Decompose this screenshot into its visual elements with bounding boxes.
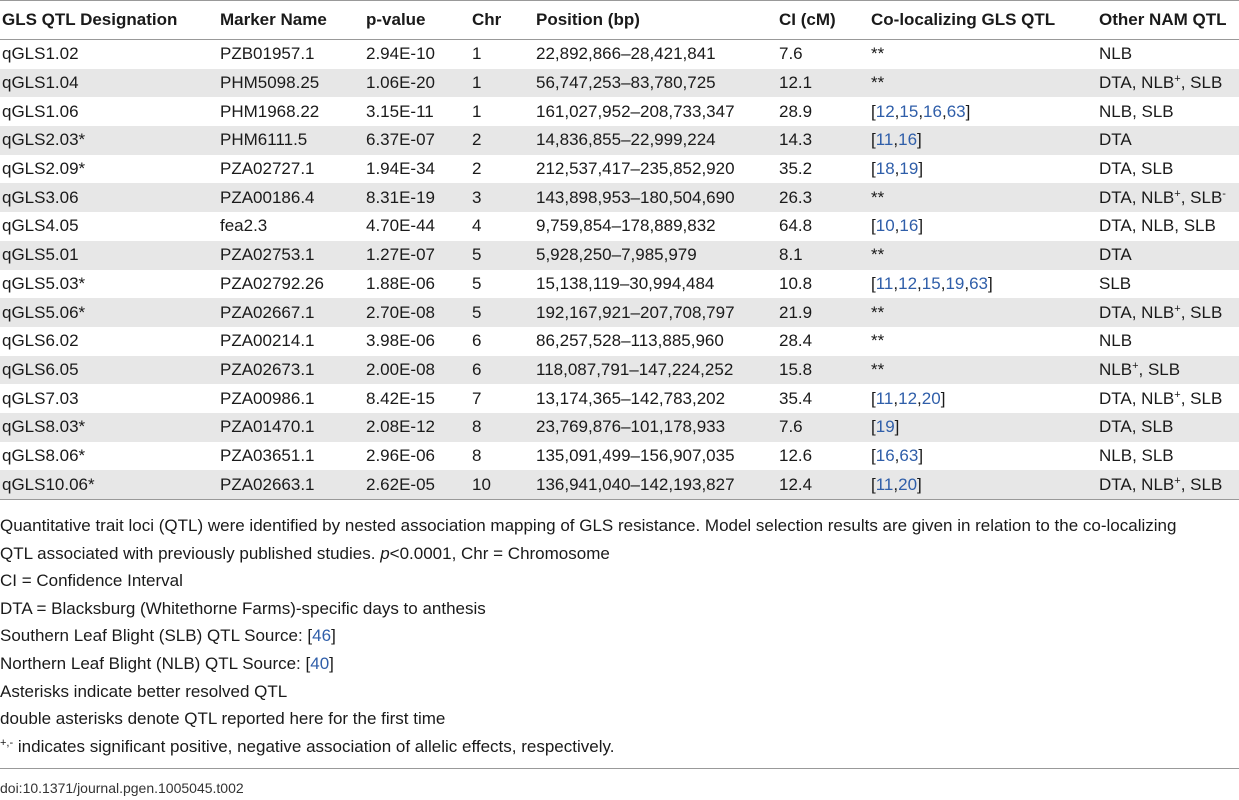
reference-link[interactable]: 16 [923,101,942,121]
cell-ci: 35.2 [779,159,813,179]
footnote-sign-text: indicates significant positive, negative association of allelic effects, respectively. [13,736,615,756]
reference-link[interactable]: 11 [875,130,894,150]
cell-p-value: 1.88E-06 [366,273,435,293]
cell-text: [ [871,273,876,293]
cell-position: 136,941,040–142,193,827 [534,470,777,499]
cell-other-nam-qtl [1097,470,1239,499]
cell-text: ] [917,474,922,494]
footnote-intro-text: Quantitative trait loci (QTL) were identified by nested association mapping of GLS resistance. Model selection results are given in relation to the co-localizing QTL associated with previously published studies. [0,516,1177,563]
cell-chr: 5 [470,241,534,270]
cell-other-nam-qtl [1097,155,1239,184]
cell-text: DTA, NLB [1099,474,1175,494]
cell-position: 22,892,866–28,421,841 [536,44,716,64]
cell-marker-name: PHM6111.5 [218,126,364,155]
cell-ci: 7.6 [779,44,803,64]
cell-text: NLB, SLB [1099,445,1174,465]
cell-text: ** [871,187,885,207]
cell-co-localizing [869,155,1097,184]
footnote-slb-text: Southern Leaf Blight (SLB) QTL Source: [ [0,626,313,646]
footnote-dta: DTA = Blacksburg (Whitethorne Farms)-specific days to anthesis [0,598,486,618]
cell-marker-name: PZA02663.1 [218,470,364,499]
cell-qtl-designation: qGLS5.03* [2,273,86,293]
table-row [0,413,1239,442]
cell-p-value: 2.08E-12 [364,413,470,442]
cell-p-value: 6.37E-07 [364,126,470,155]
table-row [0,40,1239,69]
cell-chr: 4 [472,216,482,236]
cell-chr: 2 [470,126,534,155]
cell-p-value: 1.27E-07 [364,241,470,270]
cell-chr: 6 [470,356,534,385]
association-sign: - [1222,187,1226,200]
cell-text: [ [871,216,876,236]
table-footnotes [0,512,1200,760]
cell-co-localizing [869,470,1097,499]
cell-chr: 5 [472,273,482,293]
cell-text: , [894,216,900,236]
cell-marker-name: PZA00986.1 [220,388,315,408]
header-marker-name: Marker Name [218,1,364,40]
cell-p-value: 1.94E-34 [366,159,435,179]
cell-text: ] [940,388,946,408]
reference-link[interactable]: 12 [898,273,918,293]
reference-link[interactable]: 63 [899,445,919,465]
cell-position: 56,747,253–83,780,725 [534,69,777,98]
cell-co-localizing [869,298,1097,327]
table-row [0,155,1239,184]
footnote-double-asterisk: double asterisks denote QTL reported here for the first time [0,709,446,729]
association-sign: + [1174,187,1181,200]
cell-qtl-designation: qGLS6.05 [0,356,218,385]
cell-marker-name: PHM5098.25 [218,69,364,98]
cell-ci: 12.1 [777,69,869,98]
cell-co-localizing [869,356,1097,385]
table-row [0,183,1239,212]
cell-chr: 1 [472,101,482,121]
cell-chr: 7 [472,388,482,408]
cell-p-value: 1.06E-20 [364,69,470,98]
association-sign: + [1174,388,1181,401]
cell-text: ** [871,359,885,379]
cell-marker-name: PHM1968.22 [220,101,320,121]
footer-rule [0,768,1239,769]
reference-link[interactable]: 10 [875,216,895,236]
cell-position: 14,836,855–22,999,224 [534,126,777,155]
association-sign: + [1132,359,1139,372]
cell-chr: 1 [472,44,482,64]
cell-text: ] [965,101,971,121]
cell-co-localizing [869,40,1097,69]
cell-text: , [964,273,970,293]
cell-text: NLB [1099,359,1133,379]
cell-text: , SLB [1180,302,1223,322]
header-co-localizing: Co-localizing GLS QTL [869,1,1097,40]
cell-qtl-designation: qGLS7.03 [2,388,79,408]
cell-qtl-designation: qGLS4.05 [2,216,79,236]
cell-text: , [894,159,900,179]
header-position: Position (bp) [534,1,777,40]
association-sign: + [1174,73,1181,86]
cell-text: DTA, NLB, SLB [1099,216,1216,236]
cell-p-value: 8.31E-19 [364,183,470,212]
table-row [0,212,1239,241]
reference-link[interactable]: 63 [946,101,966,121]
cell-marker-name: PZA02792.26 [220,273,324,293]
cell-position: 13,174,365–142,783,202 [536,388,726,408]
cell-ci: 8.1 [777,241,869,270]
cell-p-value: 2.00E-08 [364,356,470,385]
cell-co-localizing [869,413,1097,442]
cell-ci: 64.8 [779,216,813,236]
cell-chr: 1 [470,69,534,98]
table-row [0,298,1239,327]
cell-text: , [918,101,924,121]
cell-ci: 14.3 [777,126,869,155]
table-row [0,356,1239,385]
cell-text: , [941,101,947,121]
cell-qtl-designation: qGLS2.09* [2,159,86,179]
cell-chr: 5 [470,298,534,327]
cell-text: [ [871,474,876,494]
cell-text: , [894,445,900,465]
cell-position: 15,138,119–30,994,484 [536,273,715,293]
cell-qtl-designation: qGLS5.06* [0,298,218,327]
reference-link[interactable]: 12 [898,388,918,408]
cell-marker-name: PZA02727.1 [220,159,315,179]
cell-other-nam-qtl [1097,40,1239,69]
cell-text: , [940,273,946,293]
cell-other-nam-qtl [1097,212,1239,241]
cell-other-nam-qtl [1097,442,1239,471]
cell-p-value: 2.96E-06 [366,445,435,465]
cell-qtl-designation: qGLS3.06 [0,183,218,212]
table-row [0,327,1239,356]
cell-marker-name: PZA02667.1 [218,298,364,327]
cell-chr: 2 [472,159,482,179]
cell-text: [ [871,159,876,179]
reference-link[interactable]: 40 [310,653,330,673]
cell-position: 143,898,953–180,504,690 [534,183,777,212]
cell-text: DTA [1099,130,1132,150]
association-sign: + [1174,474,1181,487]
cell-marker-name: PZA01470.1 [218,413,364,442]
cell-other-nam-qtl [1097,356,1239,385]
cell-text: ** [871,73,885,93]
cell-position: 118,087,791–147,224,252 [534,356,777,385]
footnote-bracket: ] [331,626,336,646]
cell-text: , SLB [1180,73,1223,93]
cell-marker-name: PZA00186.4 [218,183,364,212]
footnote-asterisk: Asterisks indicate better resolved QTL [0,681,288,701]
cell-other-nam-qtl [1097,241,1239,270]
cell-text: DTA, NLB [1099,73,1175,93]
cell-qtl-designation: qGLS1.06 [2,101,79,121]
cell-ci: 26.3 [777,183,869,212]
cell-text: DTA, NLB [1099,388,1175,408]
cell-text: , SLB [1180,187,1223,207]
cell-other-nam-qtl [1097,298,1239,327]
cell-text: ** [871,302,885,322]
header-p-value: p-value [364,1,470,40]
cell-text: [ [871,445,876,465]
reference-link[interactable]: 16 [899,216,919,236]
reference-link[interactable]: 20 [921,388,941,408]
cell-position: 9,759,854–178,889,832 [536,216,716,236]
cell-ci: 12.4 [777,470,869,499]
reference-link[interactable]: 12 [875,101,895,121]
cell-co-localizing [869,97,1097,126]
cell-text: , SLB [1180,388,1223,408]
reference-link[interactable]: 19 [875,417,895,437]
cell-qtl-designation: qGLS1.02 [2,44,79,64]
table-row [0,97,1239,126]
cell-text: ** [871,245,885,265]
footnote-intro [0,512,1195,567]
cell-text: [ [871,417,876,437]
cell-other-nam-qtl [1097,183,1239,212]
footnote-sign [0,733,1200,761]
reference-link[interactable]: 16 [898,130,918,150]
cell-qtl-designation: qGLS10.06* [0,470,218,499]
footnote-sign-sup: +,- [0,736,14,749]
cell-position: 5,928,250–7,985,979 [534,241,777,270]
cell-marker-name: PZA02673.1 [218,356,364,385]
reference-link[interactable]: 11 [875,474,894,494]
cell-ci: 7.6 [777,413,869,442]
cell-position: 192,167,921–207,708,797 [534,298,777,327]
cell-marker-name: PZB01957.1 [220,44,315,64]
cell-co-localizing [869,183,1097,212]
cell-p-value: 2.62E-05 [364,470,470,499]
cell-text: DTA, SLB [1099,417,1174,437]
cell-p-value: 3.98E-06 [366,331,435,351]
footnote-p-rest: <0.0001, Chr = Chromosome [389,543,610,563]
cell-co-localizing [869,126,1097,155]
cell-p-value: 2.70E-08 [364,298,470,327]
cell-ci: 35.4 [779,388,813,408]
table-row [0,69,1239,98]
cell-co-localizing [869,270,1097,299]
cell-ci: 28.4 [779,331,813,351]
cell-text: , [893,388,899,408]
cell-ci: 21.9 [777,298,869,327]
cell-position: 161,027,952–208,733,347 [536,101,735,121]
cell-other-nam-qtl [1097,126,1239,155]
table-row [0,384,1239,413]
reference-link[interactable]: 11 [875,388,894,408]
footnote-p-symbol: p [380,543,390,563]
cell-qtl-designation: qGLS6.02 [2,331,79,351]
table-row [0,126,1239,155]
cell-text: DTA [1099,245,1132,265]
cell-ci: 10.8 [779,273,813,293]
cell-text: DTA, SLB [1099,159,1174,179]
cell-qtl-designation: qGLS1.04 [0,69,218,98]
cell-marker-name: fea2.3 [220,216,268,236]
cell-text: ] [918,216,924,236]
cell-co-localizing [869,327,1097,356]
cell-co-localizing [869,241,1097,270]
cell-co-localizing [869,442,1097,471]
cell-position: 86,257,528–113,885,960 [536,331,724,351]
header-gls-qtl-designation: GLS QTL Designation [0,1,218,40]
cell-text: NLB [1099,331,1133,351]
cell-chr: 8 [472,445,482,465]
header-ci: CI (cM) [777,1,869,40]
cell-text: [ [871,388,876,408]
reference-link[interactable]: 11 [875,273,894,293]
cell-qtl-designation: qGLS8.03* [0,413,218,442]
cell-qtl-designation: qGLS8.06* [2,445,86,465]
cell-marker-name: PZA03651.1 [220,445,315,465]
cell-text: SLB [1099,273,1132,293]
cell-text: ] [894,417,900,437]
cell-text: , [894,101,900,121]
table-row [0,241,1239,270]
cell-text: ] [918,159,924,179]
cell-text: , [893,474,899,494]
cell-ci: 28.9 [779,101,813,121]
cell-text: , [917,273,922,293]
cell-text: ] [918,445,924,465]
cell-text: ** [871,331,885,351]
footnote-bracket: ] [329,653,334,673]
cell-chr: 8 [470,413,534,442]
table-row [0,442,1239,471]
cell-p-value: 3.15E-11 [366,101,434,121]
reference-link[interactable]: 20 [898,474,918,494]
reference-link[interactable]: 16 [875,445,895,465]
cell-co-localizing [869,69,1097,98]
reference-link[interactable]: 63 [969,273,989,293]
cell-text: ] [988,273,993,293]
table-header-row [0,1,1239,40]
cell-marker-name: PZA02753.1 [218,241,364,270]
cell-position: 212,537,417–235,852,920 [536,159,735,179]
reference-link[interactable]: 19 [899,159,919,179]
header-other-nam-qtl: Other NAM QTL [1097,1,1239,40]
cell-p-value: 2.94E-10 [366,44,435,64]
table-body [0,40,1239,500]
cell-text: , [893,273,899,293]
cell-text: [ [871,130,876,150]
cell-co-localizing [869,384,1097,413]
cell-text: ] [917,130,922,150]
cell-other-nam-qtl [1097,270,1239,299]
cell-other-nam-qtl [1097,97,1239,126]
cell-chr: 6 [472,331,482,351]
cell-other-nam-qtl [1097,327,1239,356]
table-row [0,470,1239,499]
cell-text: [ [871,101,876,121]
cell-text: ** [871,44,885,64]
cell-other-nam-qtl [1097,413,1239,442]
cell-chr: 3 [470,183,534,212]
cell-qtl-designation: qGLS2.03* [0,126,218,155]
cell-text: NLB, SLB [1099,101,1174,121]
cell-text: , SLB [1138,359,1181,379]
cell-text: NLB [1099,44,1133,64]
cell-marker-name: PZA00214.1 [220,331,315,351]
cell-qtl-designation: qGLS5.01 [0,241,218,270]
cell-ci: 12.6 [779,445,813,465]
reference-link[interactable]: 15 [921,273,941,293]
reference-link[interactable]: 19 [945,273,965,293]
reference-link[interactable]: 18 [875,159,895,179]
cell-position: 135,091,499–156,907,035 [536,445,735,465]
association-sign: + [1174,302,1181,315]
cell-other-nam-qtl [1097,69,1239,98]
cell-position: 23,769,876–101,178,933 [534,413,777,442]
cell-text: , [917,388,922,408]
cell-chr: 10 [470,470,534,499]
cell-text: DTA, NLB [1099,187,1175,207]
cell-p-value: 8.42E-15 [366,388,435,408]
reference-link[interactable]: 46 [312,626,332,646]
reference-link[interactable]: 15 [899,101,919,121]
cell-text: , [893,130,899,150]
footnote-slb [0,622,1200,650]
table-row [0,270,1239,299]
cell-co-localizing [869,212,1097,241]
footnote-nlb [0,650,1200,678]
cell-ci: 15.8 [777,356,869,385]
cell-text: , SLB [1180,474,1223,494]
footnote-nlb-text: Northern Leaf Blight (NLB) QTL Source: [ [0,653,311,673]
cell-text: DTA, NLB [1099,302,1175,322]
footnote-ci: CI = Confidence Interval [0,571,183,591]
cell-other-nam-qtl [1097,384,1239,413]
cell-p-value: 4.70E-44 [366,216,435,236]
doi-label: doi:10.1371/journal.pgen.1005045.t002 [0,780,244,796]
header-chr: Chr [470,1,534,40]
